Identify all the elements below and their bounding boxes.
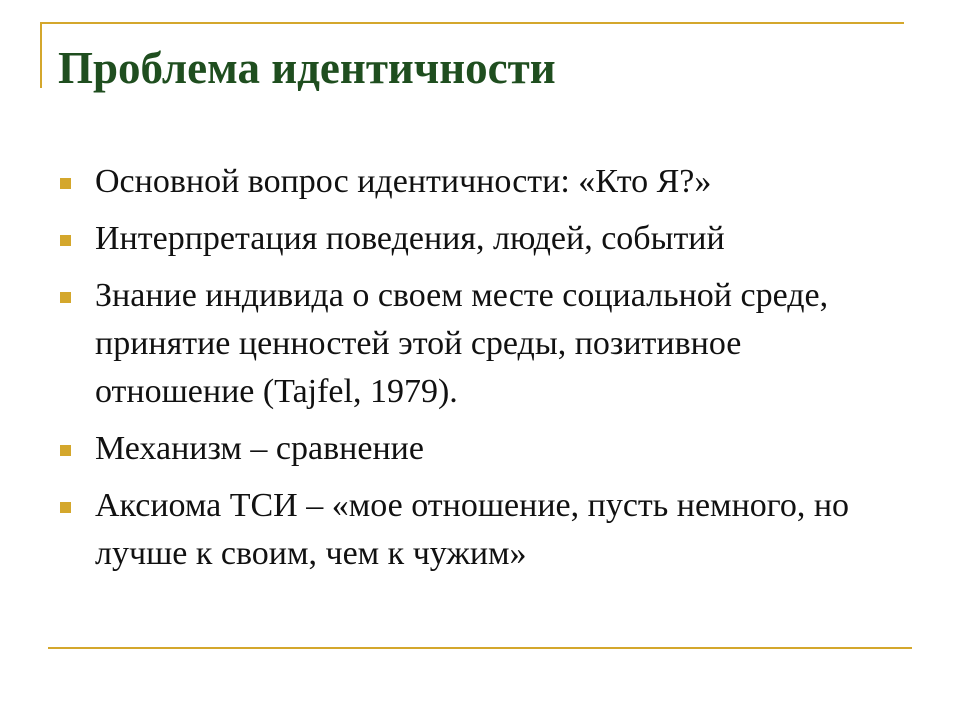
frame-top-line	[40, 22, 904, 24]
frame-bottom-line	[48, 647, 912, 649]
bullet-list	[58, 158, 888, 587]
slide-title: Проблема идентичности	[58, 43, 556, 93]
bullet-text: Интерпретация поведения, людей, событий	[95, 220, 725, 257]
bullet-text: Основной вопрос идентичности: «Кто Я?»	[95, 163, 712, 200]
bullet-item-knowledge	[58, 272, 888, 416]
bullet-item-mechanism	[58, 425, 888, 473]
frame-left-line	[40, 22, 42, 88]
bullet-text: Механизм – сравнение	[95, 430, 424, 467]
square-bullet-icon	[60, 292, 71, 303]
square-bullet-icon	[60, 445, 71, 456]
bullet-text: Знание индивида о своем месте социальной среде, принятие ценностей этой среды, позитивное отношение (Tajfel, 1979).	[95, 277, 829, 410]
bullet-item-interpretation	[58, 215, 888, 263]
square-bullet-icon	[60, 502, 71, 513]
bullet-item-axiom	[58, 482, 888, 578]
square-bullet-icon	[60, 178, 71, 189]
bullet-item-identity-question	[58, 158, 888, 206]
square-bullet-icon	[60, 235, 71, 246]
bullet-text: Аксиома ТСИ – «мое отношение, пусть немного, но лучше к своим, чем к чужим»	[95, 487, 850, 572]
